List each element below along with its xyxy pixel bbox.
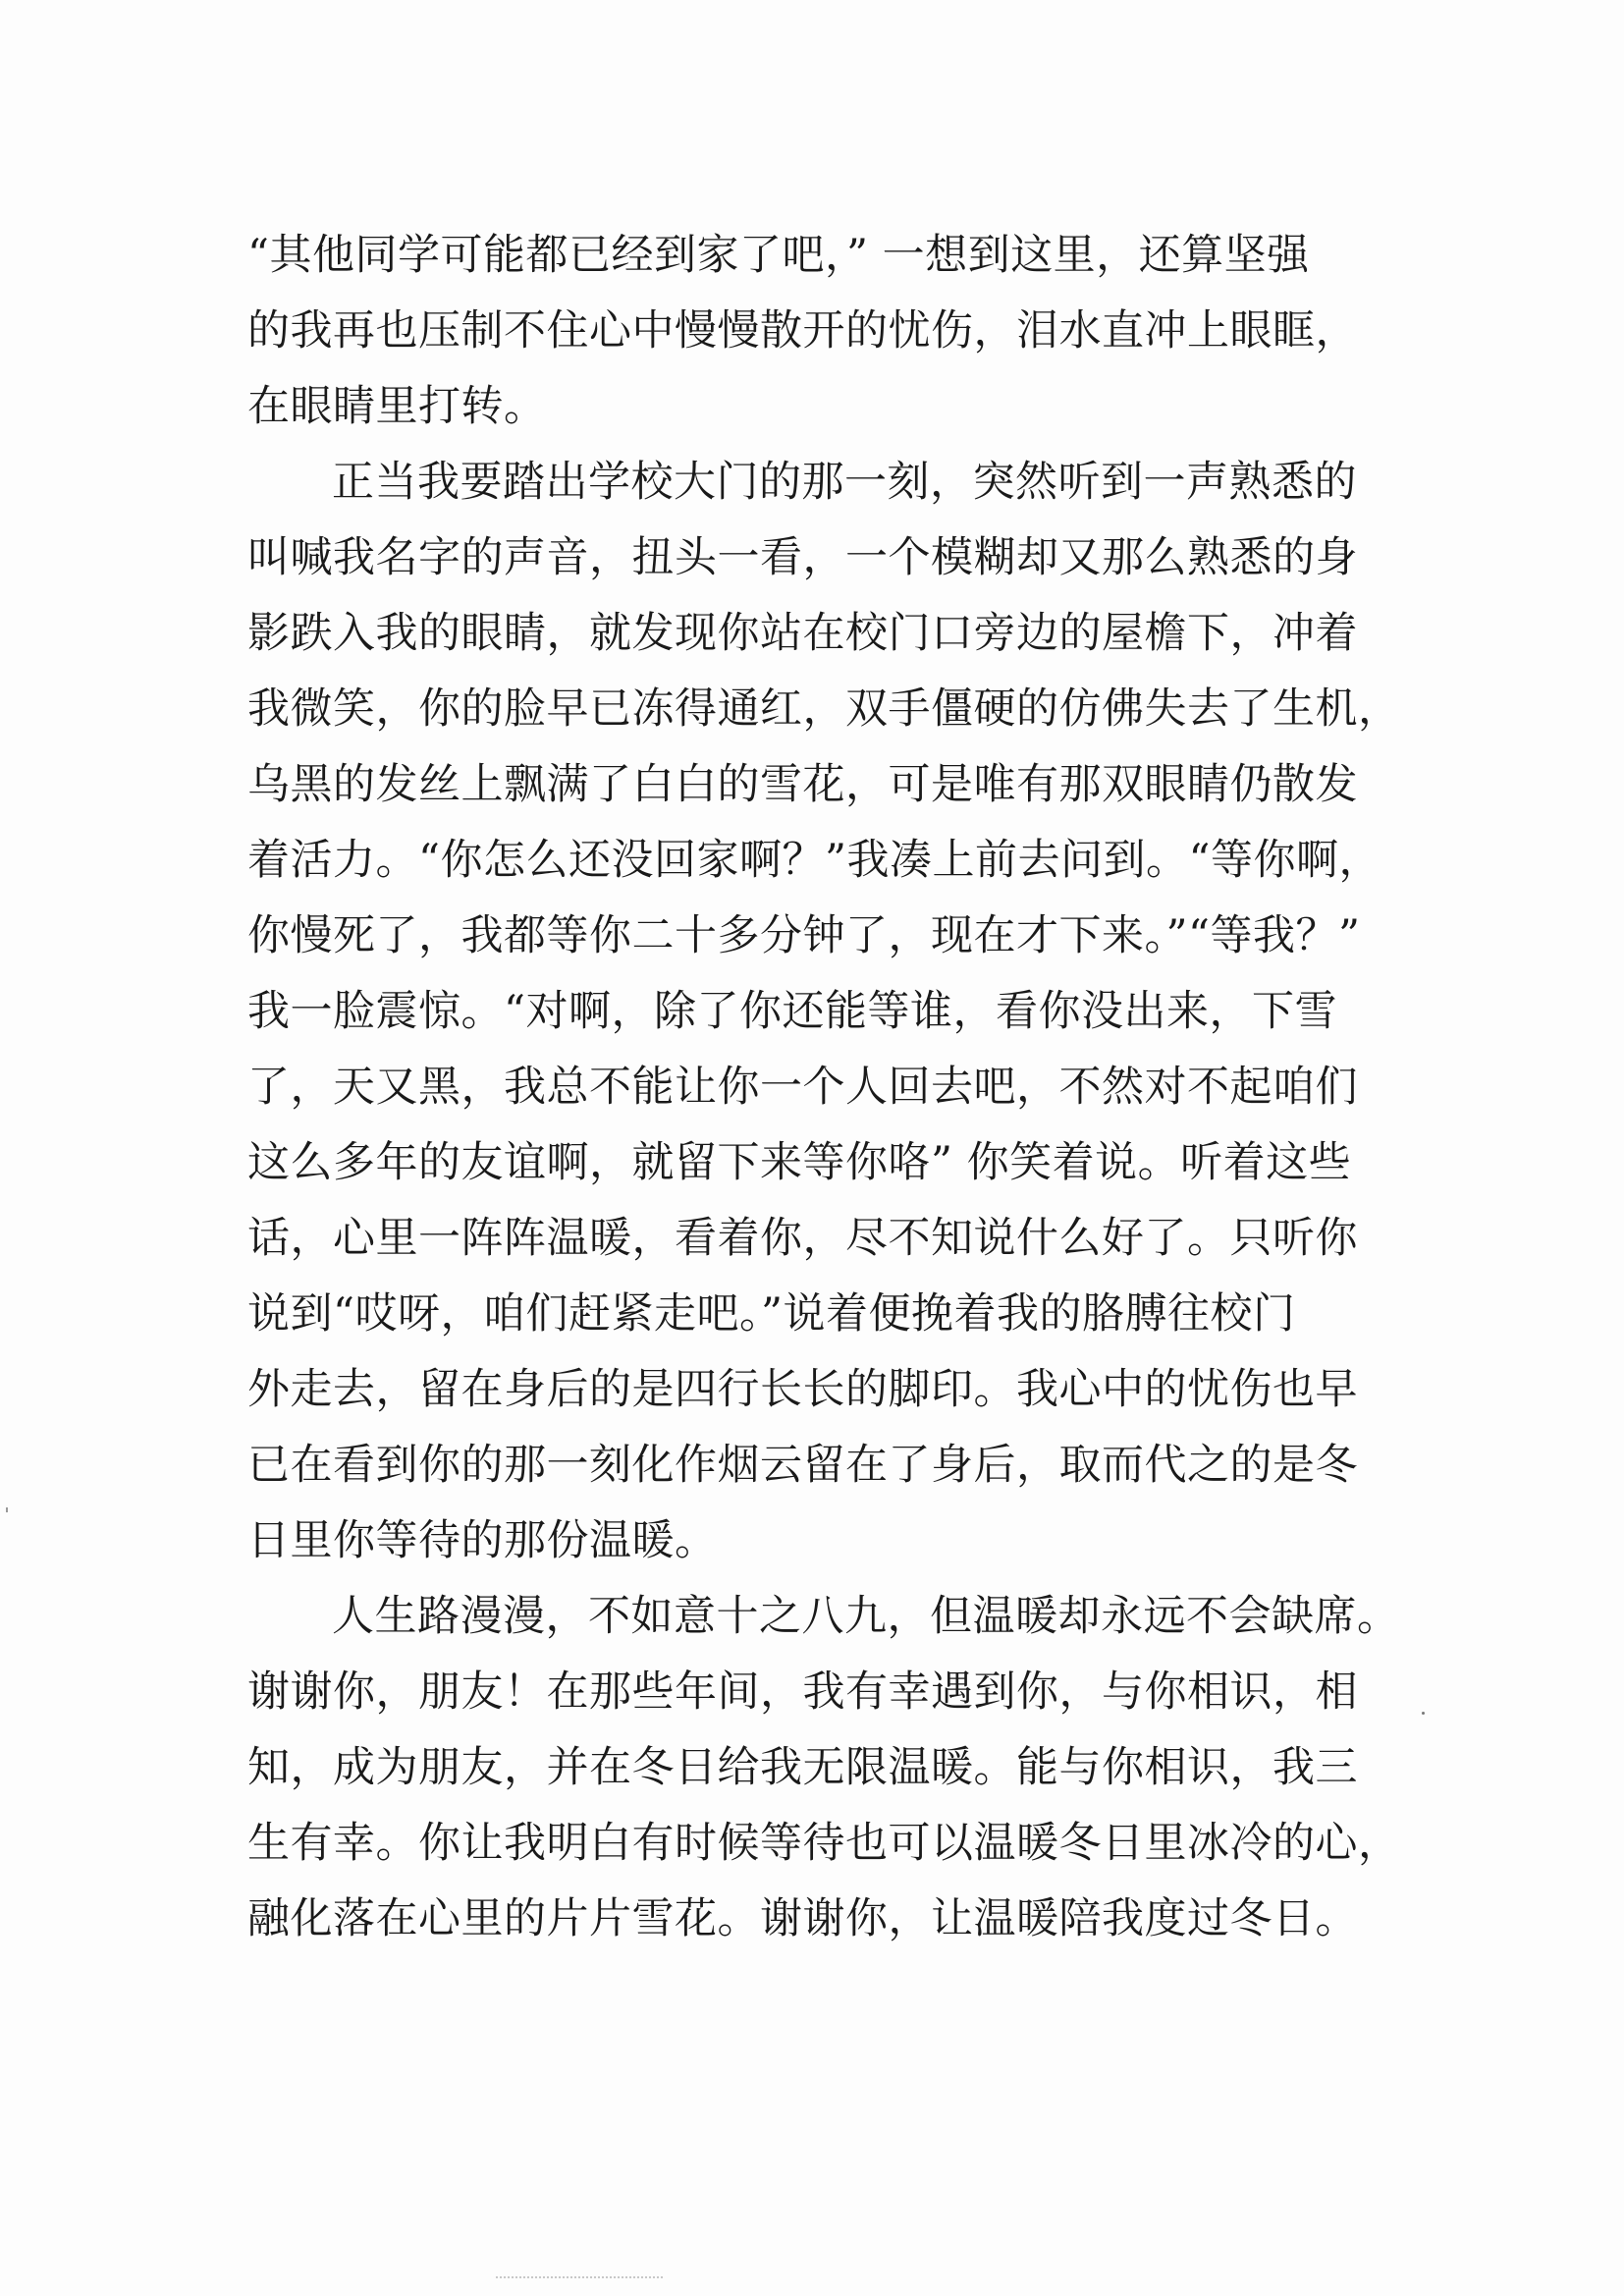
text-line: 谢谢你，朋友！在那些年间，我有幸遇到你，与你相识，相: [247, 1667, 1358, 1717]
text-line: “其他同学可能都已经到家了吧，” 一想到这里，还算坚强: [247, 231, 1310, 280]
text-line: 生有幸。你让我明白有时候等待也可以温暖冬日里冰冷的心，: [247, 1819, 1401, 1868]
essay-text: [247, 218, 1401, 1957]
text-line: 融化落在心里的片片雪花。谢谢你，让温暖陪我度过冬日。: [247, 1894, 1358, 1943]
text-line: 我微笑，你的脸早已冻得通红，双手僵硬的仿佛失去了生机，: [247, 684, 1401, 734]
paragraph-start-line: 正当我要踏出学校大门的那一刻，突然听到一声熟悉的: [332, 458, 1357, 507]
text-line: 在眼睛里打转。: [247, 382, 547, 431]
footer-dotted-mark: [496, 2276, 663, 2278]
text-line: 外走去，留在身后的是四行长长的脚印。我心中的忧伤也早: [247, 1365, 1358, 1414]
text-line: 知，成为朋友，并在冬日给我无限温暖。能与你相识，我三: [247, 1743, 1358, 1792]
text-line: 影跌入我的眼睛，就发现你站在校门口旁边的屋檐下，冲着: [247, 609, 1358, 658]
text-line: 已在看到你的那一刻化作烟云留在了身后，取而代之的是冬: [247, 1441, 1358, 1490]
text-line: 你慢死了，我都等你二十多分钟了，现在才下来。”“等我？”: [247, 911, 1361, 960]
text-line: 的我再也压制不住心中慢慢散开的忧伤，泪水直冲上眼眶，: [247, 306, 1358, 355]
text-line: 着活力。“你怎么还没回家啊？”我凑上前去问到。“等你啊，: [247, 836, 1381, 885]
scan-edge-mark: [6, 1507, 8, 1512]
text-line: 了，天又黑，我总不能让你一个人回去吧，不然对不起咱们: [247, 1063, 1358, 1112]
text-line: 说到“哎呀，咱们赶紧走吧。”说着便挽着我的胳膊往校门: [247, 1289, 1296, 1339]
paragraph-start-line: 人生路漫漫，不如意十之八九，但温暖却永远不会缺席。: [332, 1592, 1400, 1641]
text-line: 叫喊我名字的声音，扭头一看，一个模糊却又那么熟悉的身: [247, 533, 1358, 582]
text-line: 话，心里一阵阵温暖，看着你，尽不知说什么好了。只听你: [247, 1214, 1358, 1263]
text-line: 乌黑的发丝上飘满了白白的雪花，可是唯有那双眼睛仍散发: [247, 760, 1358, 809]
scan-speck: [1422, 1712, 1425, 1715]
text-line: 这么多年的友谊啊，就留下来等你咯” 你笑着说。听着这些: [247, 1138, 1352, 1187]
text-line: 我一脸震惊。“对啊，除了你还能等谁，看你没出来，下雪: [247, 987, 1337, 1036]
text-line: 日里你等待的那份温暖。: [247, 1516, 718, 1565]
